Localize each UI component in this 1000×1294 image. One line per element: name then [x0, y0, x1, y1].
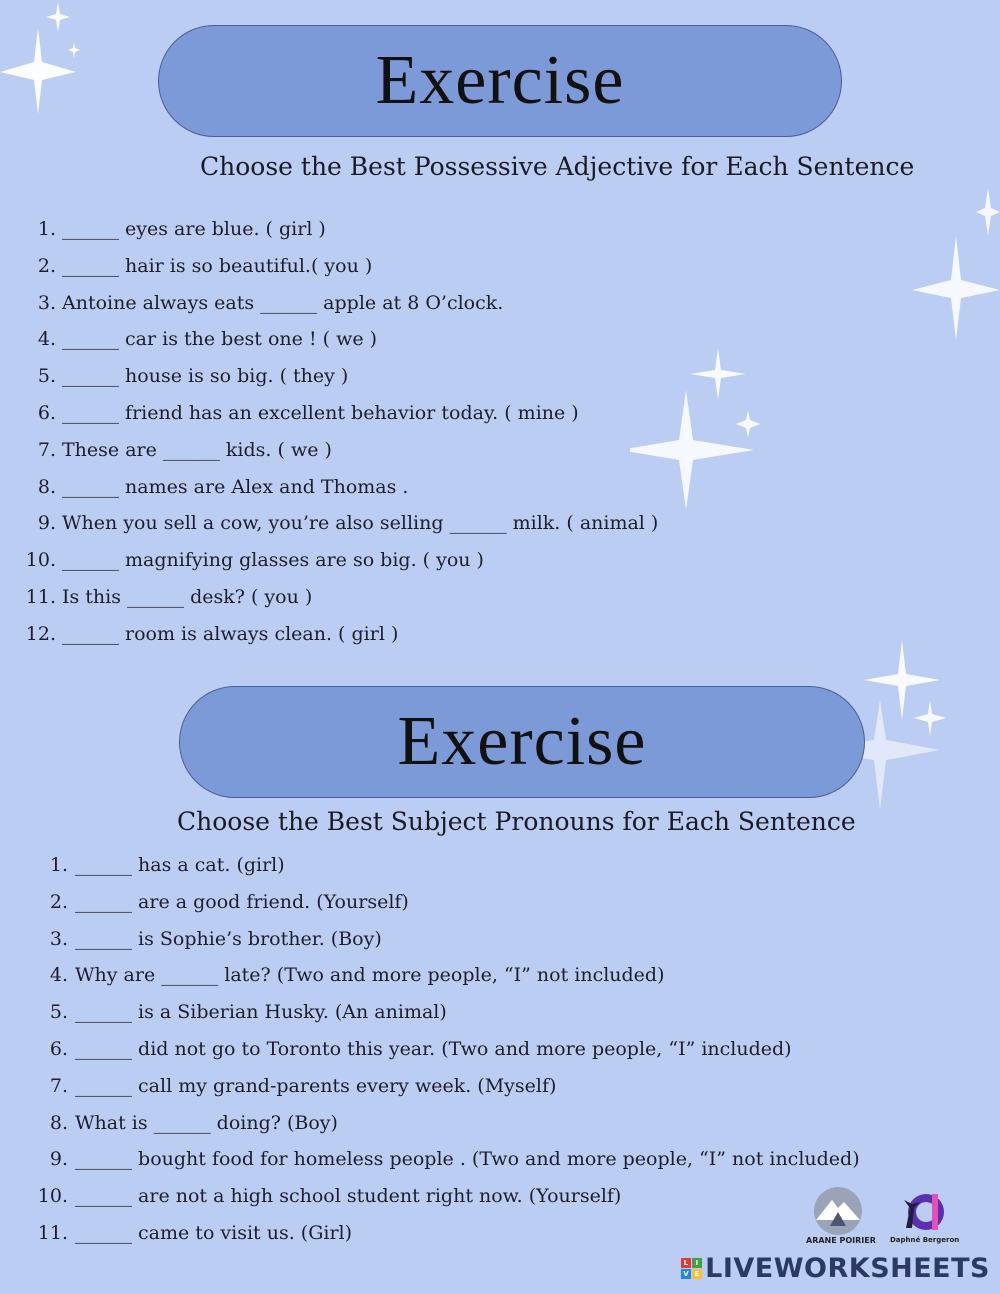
item-sentence: Antoine always eats ______ apple at 8 O’clock.: [62, 291, 504, 314]
item-sentence: ______ eyes are blue. ( girl ): [62, 218, 326, 240]
item-number: 7.: [49, 1074, 68, 1097]
item-sentence: ______ hair is so beautiful.( you ): [62, 254, 373, 277]
item-number: 3.: [49, 927, 68, 950]
item-sentence: ______ names are Alex and Thomas .: [62, 475, 409, 498]
item-number: 2.: [49, 890, 68, 913]
exercise-title-banner: [179, 686, 865, 798]
item-number: 9.: [37, 512, 56, 535]
item-sentence: ______ came to visit us. (Girl): [75, 1222, 353, 1244]
item-number: 10.: [37, 1185, 68, 1208]
item-number: 1.: [37, 218, 56, 240]
item-number: 4.: [49, 964, 68, 987]
exercise-title: Exercise: [375, 42, 625, 119]
item-sentence: Why are ______ late? (Two and more people, “I” not included): [75, 964, 665, 987]
item-sentence: ______ bought food for homeless people . (Two and more people, “I” not included): [75, 1148, 860, 1171]
item-number: 7.: [37, 438, 56, 461]
item-sentence: ______ did not go to Toronto this year. (Two and more people, “I” included): [75, 1038, 792, 1060]
item-sentence: Is this ______ desk? ( you ): [62, 586, 313, 608]
item-number: 11.: [25, 586, 56, 608]
daphne-bergeron-logo: [888, 1188, 958, 1246]
exercise-title: Exercise: [397, 703, 647, 780]
live-letter: L: [681, 1258, 691, 1268]
sparkle-icon: [630, 340, 770, 520]
arane-poirier-logo: [806, 1186, 876, 1246]
liveworksheets-brand-name: LIVEWORKSHEETS: [705, 1253, 990, 1284]
item-number: 5.: [49, 1001, 68, 1024]
live-badge-icon: [681, 1258, 702, 1279]
sparkle-icon: [900, 180, 1000, 340]
item-sentence: ______ room is always clean. ( girl ): [62, 622, 399, 645]
item-number: 8.: [37, 475, 56, 498]
item-sentence: ______ magnifying glasses are so big. ( you ): [62, 549, 484, 572]
exercise-subtitle: Choose the Best Possessive Adjective for Each Sentence: [200, 152, 915, 181]
item-sentence: ______ car is the best one ! ( we ): [62, 328, 378, 351]
liveworksheets-logo[interactable]: [681, 1253, 990, 1284]
item-number: 9.: [49, 1148, 68, 1171]
item-number: 2.: [37, 254, 56, 277]
item-sentence: ______ are not a high school student right now. (Yourself): [75, 1185, 622, 1208]
item-number: 10.: [25, 549, 56, 572]
exercise-title-banner: [158, 25, 842, 137]
item-sentence: These are ______ kids. ( we ): [62, 438, 332, 461]
item-number: 4.: [37, 328, 56, 351]
item-sentence: ______ house is so big. ( they ): [62, 365, 349, 388]
item-number: 12.: [25, 622, 56, 645]
logo-caption: Daphné Bergeron: [890, 1236, 960, 1244]
item-number: 6.: [49, 1038, 68, 1060]
logo-caption: ARANE POIRIER: [806, 1236, 876, 1245]
palm-logo-icon: [892, 1188, 952, 1236]
item-number: 8.: [49, 1111, 68, 1134]
live-letter: V: [681, 1269, 691, 1279]
item-sentence: What is ______ doing? (Boy): [75, 1111, 338, 1134]
sparkle-icon: [0, 0, 90, 120]
live-letter: E: [692, 1269, 702, 1279]
item-sentence: ______ is a Siberian Husky. (An animal): [75, 1001, 447, 1024]
item-number: 3.: [37, 291, 56, 314]
item-number: 6.: [37, 402, 56, 424]
item-sentence: ______ is Sophie’s brother. (Boy): [75, 927, 382, 950]
item-number: 1.: [49, 854, 68, 876]
live-letter: I: [692, 1258, 702, 1268]
item-sentence: ______ are a good friend. (Yourself): [75, 890, 409, 913]
item-sentence: ______ call my grand-parents every week. (Myself): [75, 1074, 557, 1097]
item-sentence: When you sell a cow, you’re also selling ______ milk. ( animal ): [62, 512, 659, 535]
item-sentence: ______ has a cat. (girl): [75, 854, 285, 876]
mountain-logo-icon: [808, 1186, 868, 1236]
item-number: 5.: [37, 365, 56, 388]
item-sentence: ______ friend has an excellent behavior today. ( mine ): [62, 402, 579, 424]
item-number: 11.: [37, 1222, 68, 1244]
exercise-subtitle: Choose the Best Subject Pronouns for Each Sentence: [177, 807, 856, 836]
